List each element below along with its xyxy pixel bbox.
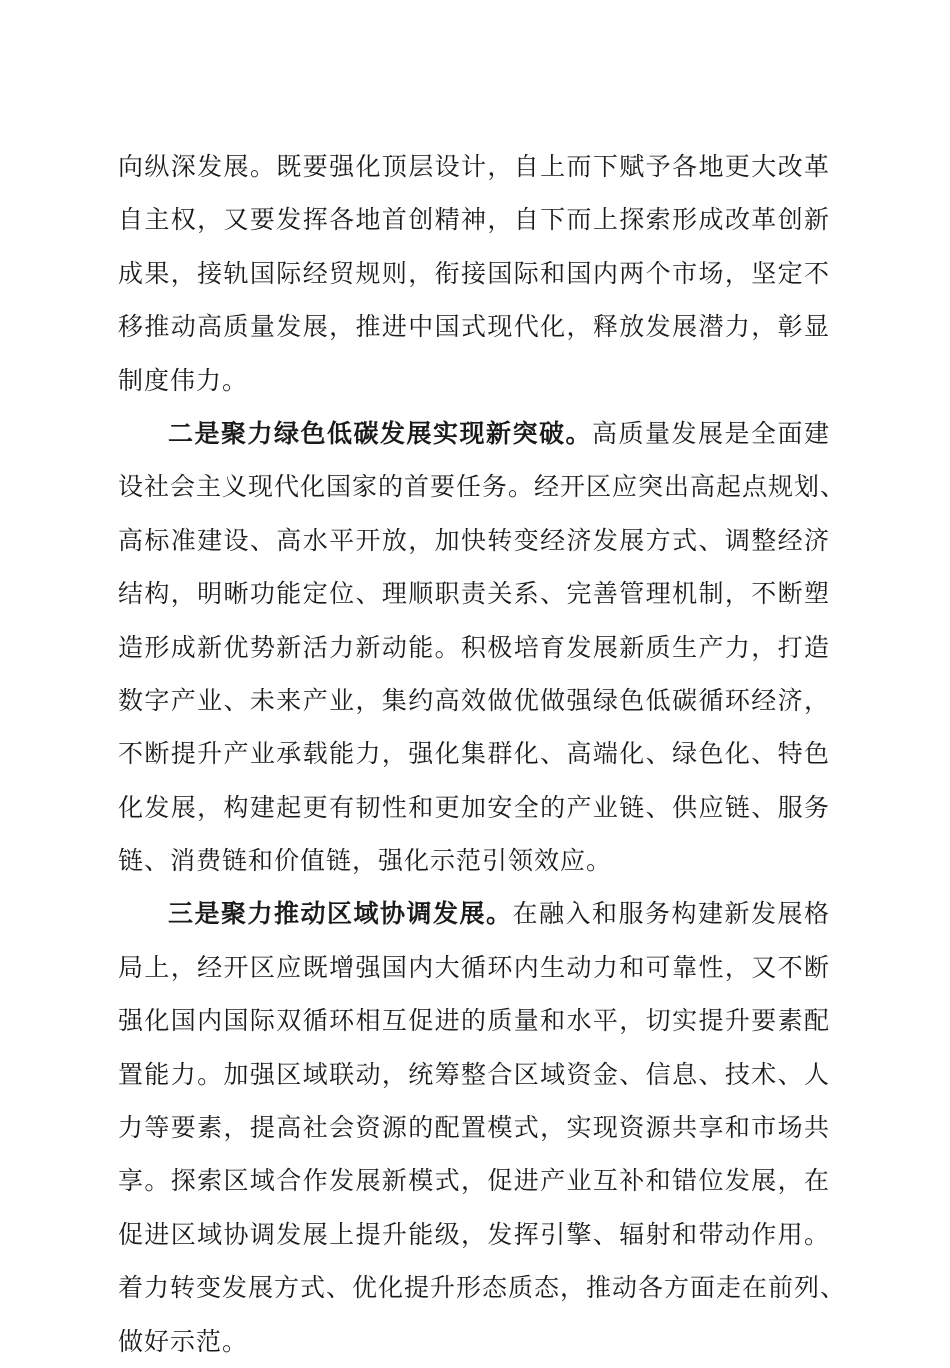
paragraph-first-line xyxy=(118,887,830,940)
paragraph-3 xyxy=(118,887,847,1368)
paragraph-line: 促进区域协调发展上提升能级，发挥引擎、辐射和带动作用。 xyxy=(118,1219,830,1249)
paragraph-line: 向纵深发展。既要强化顶层设计，自上而下赋予各地更大改革 xyxy=(118,152,830,181)
paragraph-line: 做好示范。 xyxy=(118,1326,249,1356)
paragraph-line: 数字产业、未来产业，集约高效做优做强绿色低碳循环经济， xyxy=(118,685,830,715)
paragraph-first-line-text: 在融入和服务构建新发展格 xyxy=(512,899,830,929)
paragraph-line: 成果，接轨国际经贸规则，衔接国际和国内两个市场，坚定不 xyxy=(118,258,830,288)
paragraph-line: 着力转变发展方式、优化提升形态质态，推动各方面走在前列、 xyxy=(118,1273,847,1303)
paragraph-line: 不断提升产业承载能力，强化集群化、高端化、绿色化、特色 xyxy=(118,739,830,769)
paragraph-line: 自主权，又要发挥各地首创精神，自下而上探索形成改革创新 xyxy=(118,205,830,235)
paragraph-line: 造形成新优势新活力新动能。积极培育发展新质生产力，打造 xyxy=(118,632,830,662)
paragraph-line: 链、消费链和价值链，强化示范引领效应。 xyxy=(118,846,613,876)
paragraph-2 xyxy=(118,407,847,888)
paragraph-1 xyxy=(118,140,830,407)
paragraph-line: 置能力。加强区域联动，统筹整合区域资金、信息、技术、人 xyxy=(118,1059,830,1089)
paragraph-line: 制度伟力。 xyxy=(118,365,249,395)
paragraph-heading: 三是聚力推动区域协调发展。 xyxy=(168,899,513,929)
paragraph-first-line xyxy=(118,407,830,460)
paragraph-line: 结构，明晰功能定位、理顺职责关系、完善管理机制，不断塑 xyxy=(118,579,830,609)
paragraph-line: 移推动高质量发展，推进中国式现代化，释放发展潜力，彰显 xyxy=(118,312,830,342)
paragraph-line: 设社会主义现代化国家的首要任务。经开区应突出高起点规划、 xyxy=(118,472,847,502)
paragraph-heading: 二是聚力绿色低碳发展实现新突破。 xyxy=(168,418,592,448)
document-body xyxy=(118,140,847,1368)
paragraph-line: 强化国内国际双循环相互促进的质量和水平，切实提升要素配 xyxy=(118,1006,830,1036)
paragraph-line: 享。探索区域合作发展新模式，促进产业互补和错位发展，在 xyxy=(118,1166,830,1196)
paragraph-first-line-text: 高质量发展是全面建 xyxy=(591,418,830,448)
paragraph-line: 力等要素，提高社会资源的配置模式，实现资源共享和市场共 xyxy=(118,1113,830,1143)
paragraph-line: 局上，经开区应既增强国内大循环内生动力和可靠性，又不断 xyxy=(118,952,830,982)
paragraph-line: 化发展，构建起更有韧性和更加安全的产业链、供应链、服务 xyxy=(118,792,830,822)
paragraph-line: 高标准建设、高水平开放，加快转变经济发展方式、调整经济 xyxy=(118,525,830,555)
